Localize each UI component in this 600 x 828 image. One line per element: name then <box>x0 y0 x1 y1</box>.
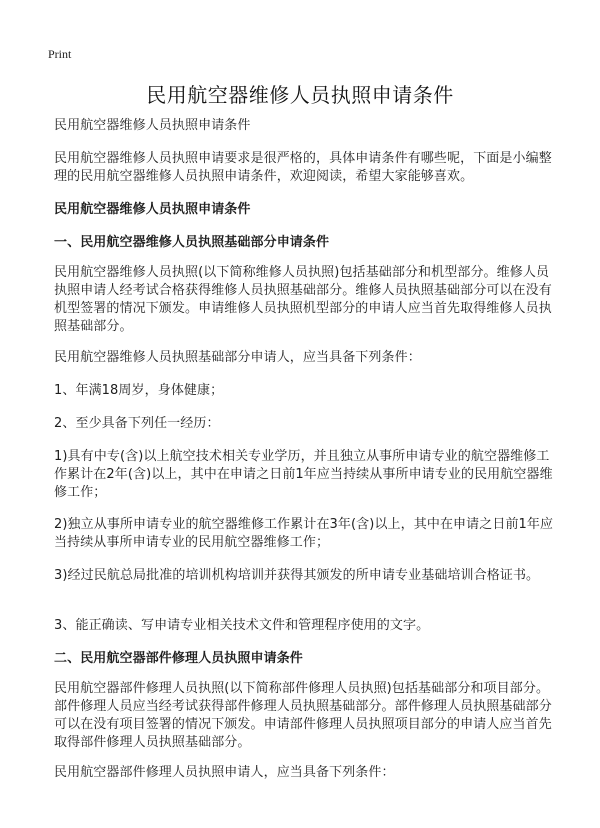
print-label: Print <box>48 47 72 61</box>
paragraph-requirements-intro: 民用航空器维修人员执照基础部分申请人，应当具备下列条件： <box>54 350 421 365</box>
list-item-1: 1、年满18周岁，身体健康； <box>54 383 224 398</box>
sub-item-2: 2)独立从事所申请专业的航空器维修工作累计在3年(含)以上，其中在申请之日前1年应当持续从事所申请专业的民用航空器维修工作； <box>54 517 554 550</box>
sub-item-3: 3)经过民航总局批准的培训机构培训并获得其颁发的所申请专业基础培训合格证书。 <box>54 568 540 583</box>
document-title: 民用航空器维修人员执照申请条件 <box>146 83 454 107</box>
paragraph-component-license: 民用航空器部件修理人员执照(以下简称部件修理人员执照)包括基础部分和项目部分。部件修理人员应当经考试获得部件修理人员执照基础部分。部件修理人员执照基础部分可以在没有项目签署的情况下颁发。申请部件修理人员执照项目部分的申请人应当首先取得部件修理人员执照基础部分。 <box>54 681 552 750</box>
section-heading-2: 二、民用航空器部件修理人员执照申请条件 <box>54 651 303 666</box>
paragraph-component-requirements: 民用航空器部件修理人员执照申请人，应当具备下列条件： <box>54 765 395 780</box>
list-item-3: 3、能正确读、写申请专业相关技术文件和管理程序使用的文字。 <box>54 618 430 633</box>
section-heading-1: 一、民用航空器维修人员执照基础部分申请条件 <box>54 235 330 250</box>
section-heading: 民用航空器维修人员执照申请条件 <box>54 202 251 217</box>
list-item-2: 2、至少具备下列任一经历： <box>54 416 220 431</box>
intro-paragraph: 民用航空器维修人员执照申请要求是很严格的，具体申请条件有哪些呢，下面是小编整理的民用航空器维修人员执照申请条件，欢迎阅读，希望大家能够喜欢。 <box>54 151 552 184</box>
subtitle: 民用航空器维修人员执照申请条件 <box>54 118 251 133</box>
paragraph-basic-license: 民用航空器维修人员执照(以下简称维修人员执照)包括基础部分和机型部分。维修人员执照申请人经考试合格获得维修人员执照基础部分。维修人员执照基础部分可以在没有机型签署的情况下颁发。申请维修人员执照机型部分的申请人应当首先取得维修人员执照基础部分。 <box>54 265 552 334</box>
sub-item-1: 1)具有中专(含)以上航空技术相关专业学历，并且独立从事所申请专业的航空器维修工作累计在2年(含)以上，其中在申请之日前1年应当持续从事所申请专业的民用航空器维修工作； <box>54 449 553 500</box>
